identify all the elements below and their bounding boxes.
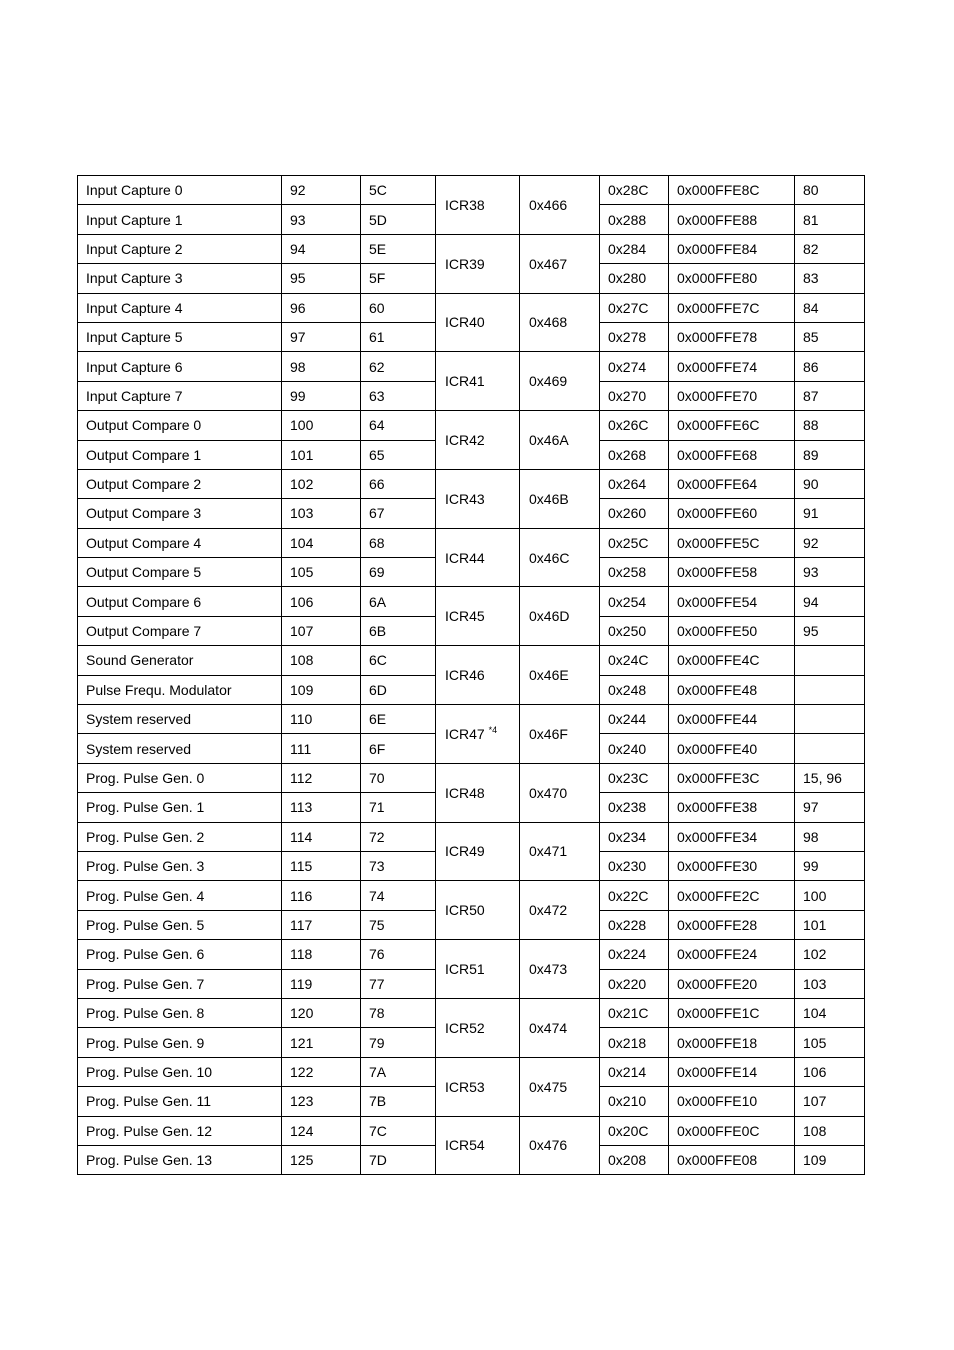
icr-footnote-marker: *4 [488,724,498,735]
resource-number-cell: 84 [795,293,865,322]
table-row [78,411,865,440]
icr-address-cell: 0x46C [520,528,600,587]
vector-offset-cell: 0x258 [600,558,669,587]
vector-offset-cell: 0x25C [600,528,669,557]
resource-number-cell: 105 [795,1028,865,1057]
vector-address-cell: 0x000FFE84 [669,234,795,263]
icr-cell [436,293,520,352]
interrupt-number-hex-cell: 5F [361,264,436,293]
interrupt-number-dec-cell: 116 [282,881,361,910]
resource-number-cell: 91 [795,499,865,528]
interrupt-number-hex-cell: 7A [361,1057,436,1086]
interrupt-number-hex-cell: 5D [361,205,436,234]
interrupt-number-hex-cell: 64 [361,411,436,440]
vector-address-cell: 0x000FFE48 [669,675,795,704]
vector-offset-cell: 0x210 [600,1087,669,1116]
interrupt-number-dec-cell: 110 [282,705,361,734]
vector-offset-cell: 0x218 [600,1028,669,1057]
interrupt-number-dec-cell: 100 [282,411,361,440]
interrupt-number-hex-cell: 60 [361,293,436,322]
icr-address-cell: 0x469 [520,352,600,411]
interrupt-number-dec-cell: 107 [282,616,361,645]
vector-offset-cell: 0x248 [600,675,669,704]
interrupt-number-hex-cell: 6B [361,616,436,645]
interrupt-source-cell: Prog. Pulse Gen. 2 [78,822,282,851]
vector-address-cell: 0x000FFE6C [669,411,795,440]
icr-address-cell: 0x46A [520,411,600,470]
interrupt-number-hex-cell: 5C [361,176,436,205]
icr-address-cell: 0x471 [520,822,600,881]
icr-address-cell: 0x46B [520,469,600,528]
table-row [78,940,865,969]
resource-number-cell: 15, 96 [795,763,865,792]
icr-label: ICR49 [445,843,485,860]
vector-offset-cell: 0x228 [600,910,669,939]
interrupt-number-hex-cell: 5E [361,234,436,263]
vector-address-cell: 0x000FFE64 [669,469,795,498]
icr-address-cell: 0x474 [520,998,600,1057]
table-row [78,705,865,734]
resource-number-cell: 109 [795,1145,865,1174]
table-row [78,1057,865,1086]
vector-offset-cell: 0x268 [600,440,669,469]
interrupt-source-cell: Input Capture 4 [78,293,282,322]
table-row [78,1116,865,1145]
interrupt-number-hex-cell: 72 [361,822,436,851]
interrupt-number-dec-cell: 124 [282,1116,361,1145]
resource-number-cell: 95 [795,616,865,645]
vector-address-cell: 0x000FFE50 [669,616,795,645]
vector-offset-cell: 0x274 [600,352,669,381]
interrupt-number-hex-cell: 78 [361,998,436,1027]
vector-offset-cell: 0x278 [600,322,669,351]
interrupt-number-dec-cell: 111 [282,734,361,763]
interrupt-number-dec-cell: 95 [282,264,361,293]
interrupt-source-cell: Pulse Frequ. Modulator [78,675,282,704]
interrupt-number-dec-cell: 113 [282,793,361,822]
vector-offset-cell: 0x244 [600,705,669,734]
vector-address-cell: 0x000FFE1C [669,998,795,1027]
icr-label: ICR54 [445,1137,485,1154]
icr-label: ICR40 [445,314,485,331]
vector-address-cell: 0x000FFE3C [669,763,795,792]
icr-label: ICR39 [445,255,485,272]
icr-cell [436,940,520,999]
interrupt-number-dec-cell: 105 [282,558,361,587]
vector-offset-cell: 0x220 [600,969,669,998]
table-body [78,176,865,1175]
interrupt-number-hex-cell: 6D [361,675,436,704]
vector-address-cell: 0x000FFE40 [669,734,795,763]
icr-address-cell: 0x475 [520,1057,600,1116]
interrupt-source-cell: Prog. Pulse Gen. 5 [78,910,282,939]
icr-cell [436,763,520,822]
interrupt-number-hex-cell: 76 [361,940,436,969]
icr-address-cell: 0x468 [520,293,600,352]
icr-cell [436,822,520,881]
resource-number-cell: 81 [795,205,865,234]
interrupt-number-dec-cell: 125 [282,1145,361,1174]
icr-label: ICR42 [445,432,485,449]
interrupt-number-hex-cell: 67 [361,499,436,528]
resource-number-cell [795,705,865,734]
table-row [78,352,865,381]
table-row [78,469,865,498]
interrupt-number-dec-cell: 114 [282,822,361,851]
interrupt-number-dec-cell: 120 [282,998,361,1027]
icr-cell [436,587,520,646]
interrupt-number-hex-cell: 6F [361,734,436,763]
vector-address-cell: 0x000FFE24 [669,940,795,969]
interrupt-number-hex-cell: 71 [361,793,436,822]
icr-label: ICR41 [445,373,485,390]
resource-number-cell: 88 [795,411,865,440]
interrupt-source-cell: Prog. Pulse Gen. 4 [78,881,282,910]
icr-address-cell: 0x473 [520,940,600,999]
vector-offset-cell: 0x250 [600,616,669,645]
interrupt-number-hex-cell: 7B [361,1087,436,1116]
interrupt-source-cell: Prog. Pulse Gen. 13 [78,1145,282,1174]
interrupt-number-hex-cell: 69 [361,558,436,587]
vector-offset-cell: 0x20C [600,1116,669,1145]
vector-address-cell: 0x000FFE8C [669,176,795,205]
table-row [78,176,865,205]
vector-address-cell: 0x000FFE4C [669,646,795,675]
interrupt-number-hex-cell: 6C [361,646,436,675]
vector-address-cell: 0x000FFE18 [669,1028,795,1057]
resource-number-cell: 83 [795,264,865,293]
interrupt-number-dec-cell: 104 [282,528,361,557]
interrupt-number-hex-cell: 68 [361,528,436,557]
resource-number-cell [795,675,865,704]
vector-offset-cell: 0x28C [600,176,669,205]
icr-address-cell: 0x470 [520,763,600,822]
interrupt-number-dec-cell: 119 [282,969,361,998]
icr-cell [436,176,520,235]
icr-address-cell: 0x46F [520,705,600,764]
interrupt-source-cell: Prog. Pulse Gen. 1 [78,793,282,822]
interrupt-number-hex-cell: 6A [361,587,436,616]
icr-cell [436,528,520,587]
vector-offset-cell: 0x214 [600,1057,669,1086]
icr-address-cell: 0x46D [520,587,600,646]
vector-address-cell: 0x000FFE20 [669,969,795,998]
interrupt-number-dec-cell: 115 [282,851,361,880]
icr-label: ICR45 [445,608,485,625]
resource-number-cell: 89 [795,440,865,469]
vector-offset-cell: 0x264 [600,469,669,498]
interrupt-number-dec-cell: 118 [282,940,361,969]
interrupt-number-dec-cell: 93 [282,205,361,234]
table-row [78,528,865,557]
icr-cell [436,646,520,705]
vector-offset-cell: 0x260 [600,499,669,528]
interrupt-source-cell: Output Compare 4 [78,528,282,557]
interrupt-number-dec-cell: 92 [282,176,361,205]
icr-label: ICR52 [445,1019,485,1036]
vector-address-cell: 0x000FFE30 [669,851,795,880]
interrupt-source-cell: Input Capture 6 [78,352,282,381]
vector-offset-cell: 0x26C [600,411,669,440]
resource-number-cell: 101 [795,910,865,939]
interrupt-number-dec-cell: 102 [282,469,361,498]
resource-number-cell [795,646,865,675]
resource-number-cell: 90 [795,469,865,498]
icr-address-cell: 0x466 [520,176,600,235]
interrupt-number-dec-cell: 99 [282,381,361,410]
interrupt-number-dec-cell: 101 [282,440,361,469]
resource-number-cell: 99 [795,851,865,880]
interrupt-number-hex-cell: 66 [361,469,436,498]
vector-offset-cell: 0x270 [600,381,669,410]
interrupt-source-cell: Output Compare 6 [78,587,282,616]
vector-address-cell: 0x000FFE78 [669,322,795,351]
interrupt-source-cell: Prog. Pulse Gen. 12 [78,1116,282,1145]
icr-cell [436,1057,520,1116]
interrupt-number-hex-cell: 70 [361,763,436,792]
interrupt-source-cell: Prog. Pulse Gen. 3 [78,851,282,880]
icr-cell [436,998,520,1057]
vector-offset-cell: 0x230 [600,851,669,880]
interrupt-number-hex-cell: 6E [361,705,436,734]
interrupt-source-cell: System reserved [78,705,282,734]
interrupt-number-dec-cell: 108 [282,646,361,675]
interrupt-source-cell: Output Compare 7 [78,616,282,645]
icr-label: ICR46 [445,667,485,684]
interrupt-source-cell: Input Capture 3 [78,264,282,293]
interrupt-number-dec-cell: 98 [282,352,361,381]
resource-number-cell: 86 [795,352,865,381]
resource-number-cell: 93 [795,558,865,587]
vector-offset-cell: 0x288 [600,205,669,234]
interrupt-number-hex-cell: 63 [361,381,436,410]
icr-label: ICR51 [445,961,485,978]
vector-address-cell: 0x000FFE80 [669,264,795,293]
vector-address-cell: 0x000FFE54 [669,587,795,616]
interrupt-number-dec-cell: 106 [282,587,361,616]
vector-offset-cell: 0x234 [600,822,669,851]
interrupt-number-dec-cell: 112 [282,763,361,792]
icr-label: ICR44 [445,549,485,566]
icr-label: ICR53 [445,1078,485,1095]
icr-label: ICR48 [445,784,485,801]
vector-offset-cell: 0x23C [600,763,669,792]
interrupt-source-cell: Output Compare 3 [78,499,282,528]
vector-offset-cell: 0x224 [600,940,669,969]
interrupt-source-cell: Prog. Pulse Gen. 0 [78,763,282,792]
icr-label: ICR47 [445,725,485,742]
interrupt-number-dec-cell: 122 [282,1057,361,1086]
interrupt-number-hex-cell: 79 [361,1028,436,1057]
interrupt-source-cell: Output Compare 0 [78,411,282,440]
icr-cell [436,352,520,411]
icr-cell [436,881,520,940]
vector-offset-cell: 0x254 [600,587,669,616]
interrupt-number-dec-cell: 97 [282,322,361,351]
vector-offset-cell: 0x238 [600,793,669,822]
vector-address-cell: 0x000FFE14 [669,1057,795,1086]
table-row [78,234,865,263]
vector-offset-cell: 0x284 [600,234,669,263]
interrupt-number-hex-cell: 77 [361,969,436,998]
table-row [78,293,865,322]
interrupt-number-hex-cell: 73 [361,851,436,880]
interrupt-source-cell: Prog. Pulse Gen. 11 [78,1087,282,1116]
resource-number-cell: 98 [795,822,865,851]
icr-cell [436,469,520,528]
resource-number-cell: 102 [795,940,865,969]
vector-address-cell: 0x000FFE88 [669,205,795,234]
table-row [78,998,865,1027]
interrupt-source-cell: Prog. Pulse Gen. 6 [78,940,282,969]
icr-cell [436,1116,520,1175]
table-row [78,587,865,616]
interrupt-source-cell: Input Capture 5 [78,322,282,351]
interrupt-number-hex-cell: 65 [361,440,436,469]
interrupt-vector-table [77,175,865,1175]
vector-address-cell: 0x000FFE68 [669,440,795,469]
resource-number-cell [795,734,865,763]
vector-address-cell: 0x000FFE0C [669,1116,795,1145]
resource-number-cell: 106 [795,1057,865,1086]
vector-offset-cell: 0x24C [600,646,669,675]
interrupt-number-dec-cell: 103 [282,499,361,528]
resource-number-cell: 80 [795,176,865,205]
interrupt-source-cell: Output Compare 5 [78,558,282,587]
vector-offset-cell: 0x208 [600,1145,669,1174]
resource-number-cell: 108 [795,1116,865,1145]
interrupt-source-cell: Prog. Pulse Gen. 8 [78,998,282,1027]
resource-number-cell: 85 [795,322,865,351]
table-row [78,822,865,851]
interrupt-source-cell: Input Capture 7 [78,381,282,410]
vector-address-cell: 0x000FFE58 [669,558,795,587]
interrupt-source-cell: Input Capture 0 [78,176,282,205]
vector-address-cell: 0x000FFE38 [669,793,795,822]
vector-address-cell: 0x000FFE28 [669,910,795,939]
interrupt-number-hex-cell: 7D [361,1145,436,1174]
resource-number-cell: 107 [795,1087,865,1116]
icr-cell [436,705,520,764]
vector-address-cell: 0x000FFE2C [669,881,795,910]
resource-number-cell: 94 [795,587,865,616]
resource-number-cell: 97 [795,793,865,822]
interrupt-number-hex-cell: 7C [361,1116,436,1145]
vector-offset-cell: 0x240 [600,734,669,763]
resource-number-cell: 103 [795,969,865,998]
resource-number-cell: 92 [795,528,865,557]
icr-label: ICR38 [445,196,485,213]
interrupt-source-cell: Sound Generator [78,646,282,675]
vector-address-cell: 0x000FFE08 [669,1145,795,1174]
vector-address-cell: 0x000FFE10 [669,1087,795,1116]
vector-offset-cell: 0x280 [600,264,669,293]
interrupt-source-cell: Prog. Pulse Gen. 9 [78,1028,282,1057]
resource-number-cell: 104 [795,998,865,1027]
interrupt-source-cell: Output Compare 1 [78,440,282,469]
table-row [78,881,865,910]
icr-address-cell: 0x467 [520,234,600,293]
vector-address-cell: 0x000FFE7C [669,293,795,322]
interrupt-source-cell: System reserved [78,734,282,763]
interrupt-number-hex-cell: 61 [361,322,436,351]
vector-address-cell: 0x000FFE34 [669,822,795,851]
icr-label: ICR43 [445,490,485,507]
interrupt-number-hex-cell: 75 [361,910,436,939]
vector-offset-cell: 0x22C [600,881,669,910]
icr-address-cell: 0x46E [520,646,600,705]
interrupt-source-cell: Input Capture 1 [78,205,282,234]
interrupt-source-cell: Output Compare 2 [78,469,282,498]
interrupt-number-dec-cell: 117 [282,910,361,939]
interrupt-source-cell: Input Capture 2 [78,234,282,263]
vector-offset-cell: 0x27C [600,293,669,322]
table-row [78,646,865,675]
interrupt-number-dec-cell: 96 [282,293,361,322]
vector-address-cell: 0x000FFE5C [669,528,795,557]
interrupt-number-hex-cell: 62 [361,352,436,381]
vector-address-cell: 0x000FFE70 [669,381,795,410]
interrupt-number-dec-cell: 109 [282,675,361,704]
icr-address-cell: 0x472 [520,881,600,940]
vector-address-cell: 0x000FFE60 [669,499,795,528]
resource-number-cell: 82 [795,234,865,263]
vector-address-cell: 0x000FFE44 [669,705,795,734]
icr-cell [436,411,520,470]
icr-address-cell: 0x476 [520,1116,600,1175]
resource-number-cell: 87 [795,381,865,410]
interrupt-number-dec-cell: 94 [282,234,361,263]
table-row [78,763,865,792]
vector-address-cell: 0x000FFE74 [669,352,795,381]
interrupt-number-hex-cell: 74 [361,881,436,910]
vector-offset-cell: 0x21C [600,998,669,1027]
interrupt-number-dec-cell: 123 [282,1087,361,1116]
resource-number-cell: 100 [795,881,865,910]
interrupt-source-cell: Prog. Pulse Gen. 7 [78,969,282,998]
interrupt-number-dec-cell: 121 [282,1028,361,1057]
icr-label: ICR50 [445,902,485,919]
interrupt-source-cell: Prog. Pulse Gen. 10 [78,1057,282,1086]
icr-cell [436,234,520,293]
